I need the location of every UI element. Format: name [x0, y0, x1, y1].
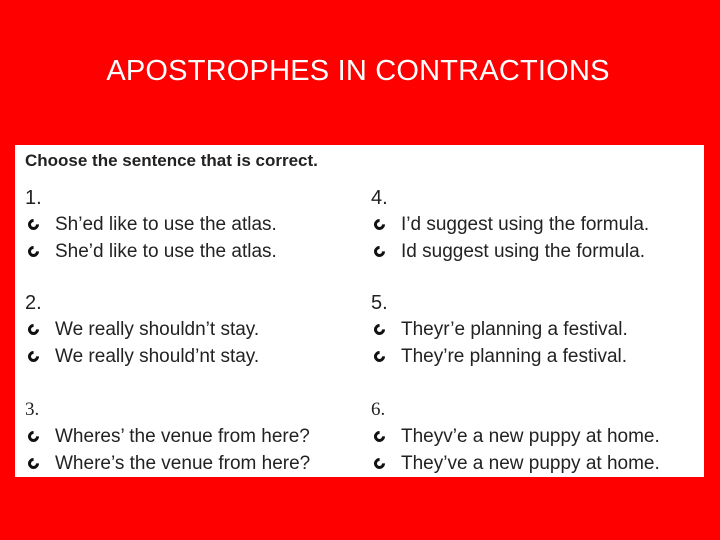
answer-option[interactable] — [15, 238, 355, 265]
option-label: Sh’ed like to use the atlas. — [55, 213, 277, 235]
question-4 — [361, 185, 701, 265]
radio-circle-icon[interactable] — [26, 322, 42, 338]
question-number: 3. — [25, 399, 40, 420]
answer-option[interactable] — [361, 211, 701, 238]
radio-circle-icon[interactable] — [372, 456, 388, 472]
option-label: They’ve a new puppy at home. — [401, 452, 660, 474]
radio-circle-icon[interactable] — [26, 217, 42, 233]
radio-circle-icon[interactable] — [372, 322, 388, 338]
slide-title: APOSTROPHES IN CONTRACTIONS — [106, 55, 610, 87]
question-6 — [361, 397, 701, 477]
answer-option[interactable] — [15, 343, 355, 370]
question-number: 4. — [371, 187, 388, 209]
radio-circle-icon[interactable] — [372, 349, 388, 365]
answer-option[interactable] — [15, 316, 355, 343]
question-1 — [15, 185, 355, 265]
radio-circle-icon[interactable] — [372, 429, 388, 445]
answer-option[interactable] — [361, 450, 701, 477]
answer-option[interactable] — [361, 238, 701, 265]
radio-circle-icon[interactable] — [372, 244, 388, 260]
answer-option[interactable] — [15, 423, 355, 450]
answer-option[interactable] — [361, 423, 701, 450]
radio-circle-icon[interactable] — [26, 456, 42, 472]
option-label: Theyv’e a new puppy at home. — [401, 425, 660, 447]
option-label: Id suggest using the formula. — [401, 240, 645, 262]
question-2 — [15, 290, 355, 370]
option-label: Where’s the venue from here? — [55, 452, 311, 474]
answer-option[interactable] — [15, 211, 355, 238]
radio-circle-icon[interactable] — [26, 244, 42, 260]
option-label: We really should’nt stay. — [55, 345, 260, 367]
question-number: 1. — [25, 187, 42, 209]
worksheet-card — [15, 145, 704, 477]
answer-option[interactable] — [361, 343, 701, 370]
question-number: 6. — [371, 399, 386, 420]
instruction-text: Choose the sentence that is correct. — [25, 151, 318, 170]
radio-circle-icon[interactable] — [372, 217, 388, 233]
option-label: Theyr’e planning a festival. — [401, 318, 628, 340]
question-3 — [15, 397, 355, 477]
option-label: They’re planning a festival. — [401, 345, 628, 367]
answer-option[interactable] — [361, 316, 701, 343]
radio-circle-icon[interactable] — [26, 429, 42, 445]
question-number: 2. — [25, 292, 42, 314]
question-5 — [361, 290, 701, 370]
answer-option[interactable] — [15, 450, 355, 477]
option-label: She’d like to use the atlas. — [55, 240, 277, 262]
radio-circle-icon[interactable] — [26, 349, 42, 365]
option-label: Wheres’ the venue from here? — [55, 425, 310, 447]
option-label: We really shouldn’t stay. — [55, 318, 260, 340]
question-number: 5. — [371, 292, 388, 314]
option-label: I’d suggest using the formula. — [401, 213, 650, 235]
